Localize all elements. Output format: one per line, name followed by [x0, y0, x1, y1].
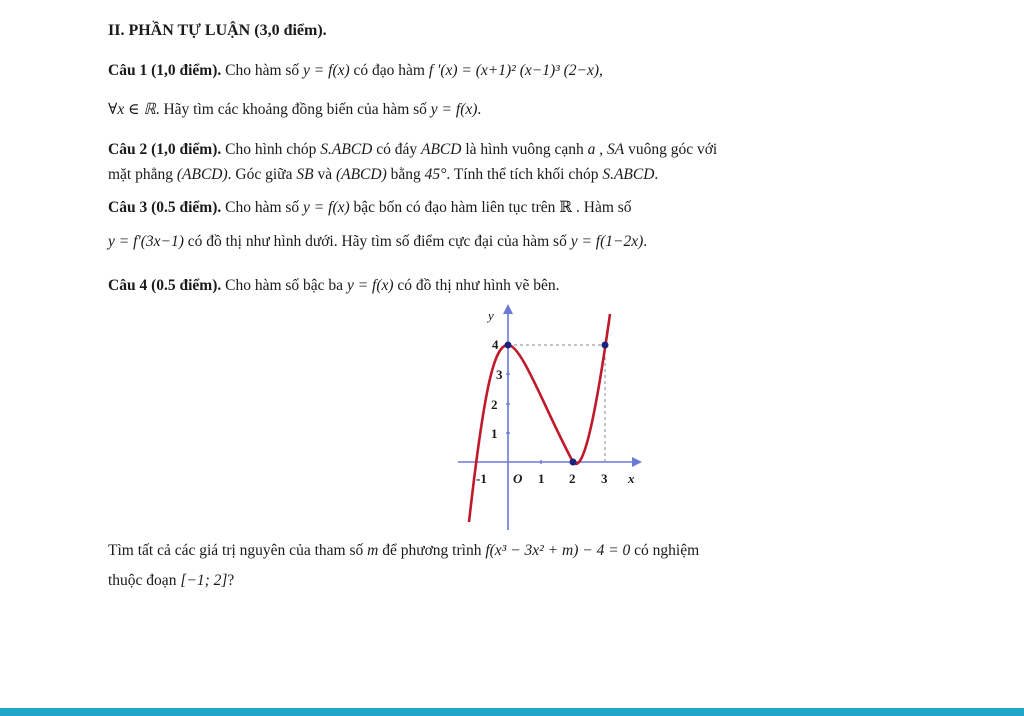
q1-line2-math-2: y = f(x) — [430, 101, 478, 118]
x-axis-arrow-icon — [632, 457, 642, 467]
question-2-label: Câu 2 (1,0 điểm). — [108, 141, 222, 158]
point-max — [505, 342, 512, 349]
q3-text-2: bậc bốn có đạo hàm liên tục trên ℝ . Hàm số — [349, 199, 632, 216]
q4-line2-text-1: Tìm tất cả các giá trị nguyên của tham số — [108, 542, 368, 559]
y-axis-label: y — [488, 308, 494, 323]
q2-text-2: có đáy — [372, 141, 421, 158]
origin-label: O — [513, 471, 523, 486]
q1-text-2: có đạo hàm — [349, 62, 429, 79]
q4-line2-math-2: f(x³ − 3x² + m) − 4 = 0 — [485, 542, 631, 559]
x-tick-label-1: 1 — [538, 471, 545, 486]
question-2-line-2 — [108, 166, 658, 184]
q4-line2-text-3: có nghiệm — [630, 542, 700, 559]
q1-math-2: f '(x) = (x+1)² (x−1)³ (2−x), — [428, 62, 603, 79]
q3-text-1: Cho hàm số — [221, 199, 304, 216]
q2-text-1: Cho hình chóp — [221, 141, 321, 158]
cubic-function-graph — [450, 300, 650, 532]
y-tick-label-3: 3 — [496, 367, 503, 382]
q2-math-4: SA — [606, 141, 625, 158]
q2-math-3: a — [587, 141, 596, 158]
q2-line2-math-1: (ABCD) — [176, 166, 228, 183]
y-tick-label-1: 1 — [491, 426, 498, 441]
question-2-line-1 — [108, 141, 717, 159]
q2-line2-text-1: mặt phẳng — [108, 166, 177, 183]
y-tick-label-4: 4 — [492, 337, 499, 352]
x-tick-label-2: 2 — [569, 471, 576, 486]
q2-line2-text-4: bằng — [386, 166, 425, 183]
q4-text-1: Cho hàm số bậc ba — [221, 277, 347, 294]
question-4-line-3 — [108, 572, 234, 590]
section-heading: II. PHẦN TỰ LUẬN (3,0 điểm). — [108, 22, 327, 39]
question-3-line-1 — [108, 198, 632, 217]
q1-line2-math-1: ∀x ∈ ℝ — [108, 101, 156, 118]
q3-line2-text-1: có đồ thị như hình dưới. Hãy tìm số điểm cực đại của hàm số — [183, 233, 571, 250]
question-4-line-2 — [108, 542, 699, 560]
q1-line2-text: . Hãy tìm các khoảng đồng biến của hàm số — [155, 101, 431, 118]
q1-line2-end: . — [477, 101, 482, 118]
q2-math-2: ABCD — [421, 141, 462, 158]
q2-text-3: là hình vuông cạnh — [461, 141, 588, 158]
q4-line3-text-1: thuộc đoạn — [108, 572, 181, 589]
q4-line3-math-1: [−1; 2] — [180, 572, 228, 589]
q1-text-1: Cho hàm số — [221, 62, 304, 79]
q2-line2-end: . — [654, 166, 659, 183]
q3-line2-math-2: y = f(1−2x) — [570, 233, 644, 250]
q2-line2-text-2: . Góc giữa — [227, 166, 297, 183]
q4-math-1: y = f(x) — [346, 277, 394, 294]
question-3-label: Câu 3 (0.5 điểm). — [108, 199, 222, 216]
q2-line2-math-5: S.ABCD — [602, 166, 655, 183]
question-1-line-2 — [108, 100, 481, 119]
q2-line2-math-2: SB — [296, 166, 314, 183]
q2-line2-text-5: . Tính thể tích khối chóp — [446, 166, 603, 183]
q2-line2-math-3: (ABCD) — [335, 166, 387, 183]
point-min — [570, 459, 577, 466]
question-1-line-1 — [108, 62, 603, 80]
question-1-label: Câu 1 (1,0 điểm). — [108, 62, 222, 79]
q2-line2-math-4: 45° — [424, 166, 447, 183]
q3-line2-end: . — [643, 233, 648, 250]
q2-text-4: , — [595, 141, 607, 158]
q4-line3-end: ? — [227, 572, 235, 589]
y-tick-label-2: 2 — [491, 397, 498, 412]
x-tick-label-neg1: -1 — [476, 471, 487, 486]
q2-math-1: S.ABCD — [320, 141, 373, 158]
question-4-line-1 — [108, 277, 560, 295]
point-right — [602, 342, 609, 349]
question-3-line-2 — [108, 233, 647, 251]
q2-text-5: vuông góc với — [624, 141, 718, 158]
bottom-accent-bar — [0, 708, 1024, 716]
x-tick-label-3: 3 — [601, 471, 608, 486]
y-axis-arrow-icon — [503, 304, 513, 314]
question-4-label: Câu 4 (0.5 điểm). — [108, 277, 222, 294]
q2-line2-text-3: và — [313, 166, 336, 183]
q3-line2-math-1: y = f'(3x−1) — [108, 233, 184, 250]
x-axis-label: x — [628, 471, 635, 486]
q1-math-1: y = f(x) — [303, 62, 350, 79]
q4-line2-text-2: để phương trình — [378, 542, 486, 559]
q3-math-1: y = f(x) — [303, 199, 350, 216]
q4-text-2: có đồ thị như hình vẽ bên. — [393, 277, 560, 294]
q4-line2-math-1: m — [367, 542, 379, 559]
